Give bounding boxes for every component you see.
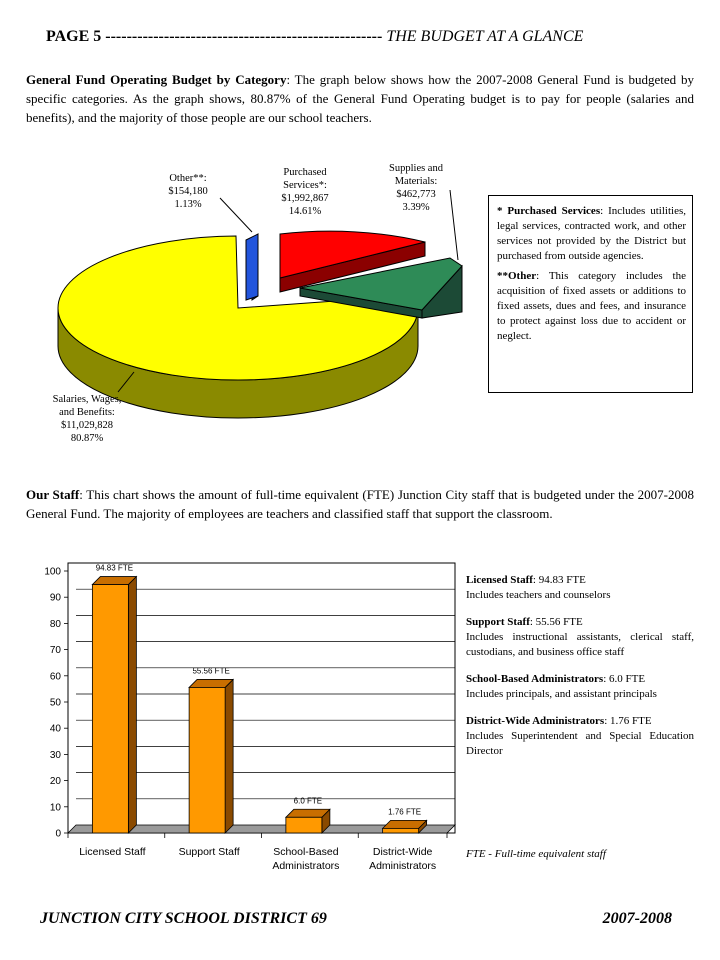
note-other-text: : This category includes the acquisition of fixed assets or additions to fixed assets, dues and fees, and insurance to protect against loss due to accident or neglect. xyxy=(497,270,686,342)
staff-note-heading: Support Staff xyxy=(466,616,530,628)
note-purchased xyxy=(497,204,686,264)
staff-notes xyxy=(466,573,694,771)
bar-data-label: 94.83 FTE xyxy=(95,563,134,573)
y-tick-label: 100 xyxy=(44,566,61,578)
pie-slice-other xyxy=(246,234,258,300)
bar-front xyxy=(286,817,322,833)
y-tick-label: 60 xyxy=(49,671,61,683)
staff-fte-bar-chart xyxy=(30,557,460,887)
staff-note-heading: District-Wide Administrators xyxy=(466,715,605,727)
budget-intro-text: : The graph below shows how the 2007-2008 General Fund is budgeted by specific categories. As the graph shows, 80.87% of the General Fund Operating budget is to pay for people (salaries and benefits), and the majority of those people are our school teachers. xyxy=(26,72,694,125)
pie-label-salaries-line3: $11,029,828 xyxy=(60,420,114,431)
staff-note-value: : 55.56 FTE xyxy=(529,616,583,628)
pie-label-purchased xyxy=(260,166,350,218)
y-tick-label: 30 xyxy=(49,749,61,761)
bar-data-label: 55.56 FTE xyxy=(192,666,230,676)
staff-note-value: : 6.0 FTE xyxy=(603,673,646,685)
page-footer xyxy=(40,910,672,928)
staff-note-desc: Includes Superintendent and Special Education Director xyxy=(466,730,694,757)
staff-note-licensed xyxy=(466,573,694,603)
bar-top xyxy=(286,809,330,817)
bar-3 xyxy=(286,809,330,833)
note-purchased-text: : Includes utilities, legal services, contracted work, and other services not provided by the District but purchased from outside agencies. xyxy=(497,205,686,262)
bar-top xyxy=(383,820,427,828)
x-category-label: Support Staff xyxy=(178,846,240,858)
y-tick-label: 0 xyxy=(55,828,61,840)
staff-note-value: : 94.83 FTE xyxy=(532,574,586,586)
staff-note-desc: Includes instructional assistants, clerical staff, custodians, and business office staff xyxy=(466,631,694,658)
note-other-heading: **Other xyxy=(497,270,537,282)
fte-definition: FTE - Full-time equivalent staff xyxy=(466,848,606,860)
y-tick-label: 70 xyxy=(49,645,61,657)
pie-label-salaries xyxy=(44,393,130,445)
pie-label-supplies-line4: 3.39% xyxy=(402,202,430,213)
y-tick-label: 90 xyxy=(49,592,61,604)
staff-note-support xyxy=(466,615,694,660)
budget-intro-paragraph xyxy=(26,70,694,127)
pie-label-other xyxy=(148,172,228,211)
y-tick-label: 50 xyxy=(49,697,61,709)
bar-front xyxy=(189,687,225,833)
y-tick-label: 10 xyxy=(49,802,61,814)
bar-data-label: 6.0 FTE xyxy=(293,796,323,806)
header-dashes: ---------------------------------------------------- xyxy=(105,28,383,45)
x-category-label: Administrators xyxy=(369,860,437,872)
pie-label-other-line2: $154,180 xyxy=(168,186,208,197)
note-other xyxy=(497,269,686,344)
bar-top xyxy=(189,679,233,687)
staff-note-desc: Includes teachers and counselors xyxy=(466,589,611,601)
bar-2 xyxy=(189,679,233,833)
staff-note-school-admin xyxy=(466,672,694,702)
pie-label-supplies-line1: Supplies and xyxy=(389,163,443,174)
pie-label-other-line1: Other**: xyxy=(169,173,207,184)
budget-intro-heading: General Fund Operating Budget by Category xyxy=(26,72,287,87)
pie-label-other-line3: 1.13% xyxy=(174,199,202,210)
fiscal-year: 2007-2008 xyxy=(602,910,672,927)
pie-label-purchased-line2: Services*: xyxy=(283,180,327,191)
pie-label-purchased-line4: 14.61% xyxy=(288,206,322,217)
district-name: JUNCTION CITY SCHOOL DISTRICT 69 xyxy=(40,910,327,927)
pie-label-supplies xyxy=(376,162,456,214)
staff-note-heading: School-Based Administrators xyxy=(466,673,604,685)
note-purchased-heading: * Purchased Services xyxy=(497,205,601,217)
page-number: PAGE 5 xyxy=(46,28,102,45)
bar-1 xyxy=(92,577,136,833)
bar-chart-x-axis xyxy=(68,833,447,872)
staff-note-value: : 1.76 FTE xyxy=(604,715,652,727)
bar-top xyxy=(92,577,136,585)
pie-label-purchased-line1: Purchased xyxy=(283,167,327,178)
staff-note-heading: Licensed Staff xyxy=(466,574,533,586)
pie-label-salaries-line1: Salaries, Wages, xyxy=(52,394,122,405)
bar-front xyxy=(383,828,419,833)
pie-label-salaries-line4: 80.87% xyxy=(70,433,104,444)
bar-side xyxy=(128,577,136,833)
x-category-label: Administrators xyxy=(272,860,340,872)
pie-label-purchased-line3: $1,992,867 xyxy=(281,193,329,204)
x-category-label: District-Wide xyxy=(372,846,433,858)
bar-side xyxy=(225,679,233,833)
y-tick-label: 80 xyxy=(49,618,61,630)
bar-chart-y-axis xyxy=(44,563,68,840)
pie-label-salaries-line2: and Benefits: xyxy=(59,407,115,418)
y-tick-label: 40 xyxy=(49,723,61,735)
pie-label-supplies-line3: $462,773 xyxy=(396,189,436,200)
staff-intro-heading: Our Staff xyxy=(26,487,80,502)
staff-intro-text: : This chart shows the amount of full-time equivalent (FTE) Junction City staff that is budgeted under the 2007-2008 General Fund. The majority of employees are teachers and classified staff that support the classroom. xyxy=(26,487,694,521)
bar-data-label: 1.76 FTE xyxy=(388,807,422,817)
x-category-label: Licensed Staff xyxy=(79,846,146,858)
page-title: THE BUDGET AT A GLANCE xyxy=(386,28,584,45)
x-category-label: School-Based xyxy=(273,846,339,858)
y-tick-label: 20 xyxy=(49,776,61,788)
category-notes-box xyxy=(488,195,693,393)
staff-intro-paragraph xyxy=(26,485,694,523)
staff-note-desc: Includes principals, and assistant principals xyxy=(466,688,657,700)
bar-front xyxy=(92,585,128,833)
pie-label-supplies-line2: Materials: xyxy=(394,176,438,187)
staff-note-district-admin xyxy=(466,714,694,759)
page-header xyxy=(46,28,686,46)
bar-4 xyxy=(383,820,427,833)
